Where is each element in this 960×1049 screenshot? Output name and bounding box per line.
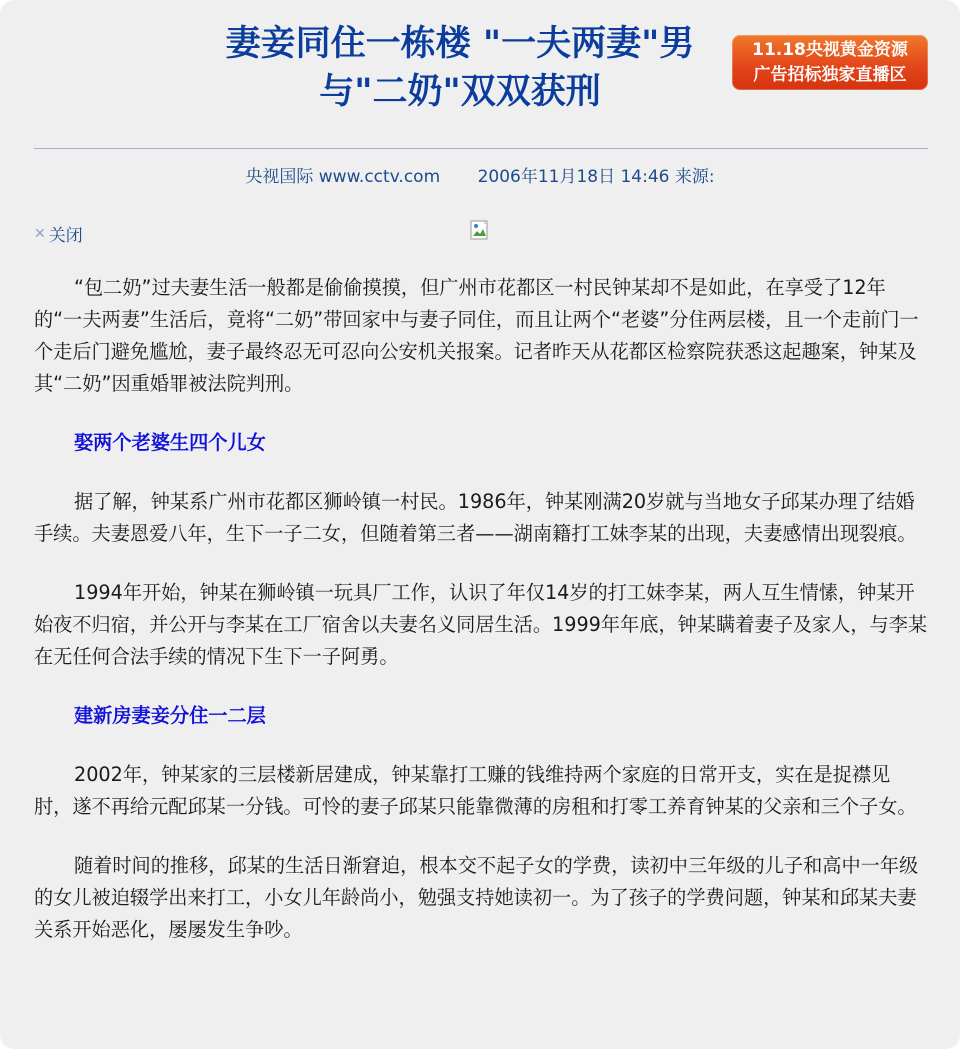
ad-line-2: 广告招标独家直播区 [753, 65, 907, 85]
ad-line-1: 11.18央视黄金资源 [752, 40, 908, 60]
subheading-1: 娶两个老婆生四个儿女 [74, 431, 266, 454]
close-label: 关闭 [48, 226, 83, 246]
paragraph-intro: “包二奶”过夫妻生活一般都是偷偷摸摸，但广州市花都区一村民钟某却不是如此，在享受了12年的“一夫两妻”生活后，竟将“二奶”带回家中与妻子同住，而且让两个“老婆”分住两层楼，且一个走前门一个走后门避免尴尬，妻子最终忍无可忍向公安机关报案。记者昨天从花都区检察院获悉这起趣案，钟某及其“二奶”因重婚罪被法院判刑。 [34, 276, 919, 395]
page-title: 妻妾同住一栋楼 "一夫两妻"男与"二奶"双双获刑 [225, 24, 695, 112]
paragraph-4: 2002年，钟某家的三层楼新居建成，钟某靠打工赚的钱维持两个家庭的日常开支，实在是捉襟见肘，遂不再给元配邱某一分钱。可怜的妻子邱某只能靠微薄的房租和打零工养育钟某的父亲和三个子女。 [34, 763, 917, 818]
close-icon: ✕ [34, 225, 46, 242]
source-text: 央视国际 www.cctv.com [245, 167, 441, 187]
close-link[interactable] [34, 221, 83, 246]
paragraph-5: 随着时间的推移，邱某的生活日渐窘迫，根本交不起子女的学费，读初中三年级的儿子和高中一年级的女儿被迫辍学出来打工，小女儿年龄尚小，勉强支持她读初一。为了孩子的学费问题，钟某和邱某夫妻关系开始恶化，屡屡发生争吵。 [34, 854, 919, 941]
paragraph-3: 1994年开始，钟某在狮岭镇一玩具厂工作，认识了年仅14岁的打工妹李某，两人互生情愫，钟某开始夜不归宿，并公开与李某在工厂宿舍以夫妻名义同居生活。1999年年底，钟某瞒着妻子及家人，与李某在无任何合法手续的情况下生下一子阿勇。 [34, 581, 928, 668]
ad-banner[interactable] [732, 35, 928, 90]
article-body [34, 272, 928, 973]
article-meta [0, 162, 960, 187]
broken-image-icon [470, 220, 492, 242]
paragraph-2: 据了解，钟某系广州市花都区狮岭镇一村民。1986年，钟某刚满20岁就与当地女子邱某办理了结婚手续。夫妻恩爱八年，生下一子二女，但随着第三者——湖南籍打工妹李某的出现，夫妻感情出现裂痕。 [34, 490, 917, 545]
title-divider [34, 148, 928, 149]
subheading-2: 建新房妻妾分住一二层 [74, 704, 266, 727]
datetime-text: 2006年11月18日 14:46 来源: [477, 167, 715, 187]
